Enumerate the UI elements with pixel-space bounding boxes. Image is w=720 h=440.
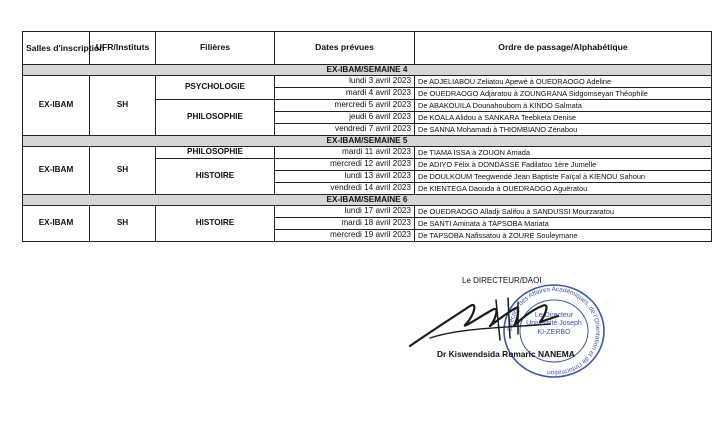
date-cell: mercredi 5 avril 2023 (275, 100, 415, 112)
order-cell: De TAPSOBA Nafissatou à ZOURE Souleymane (415, 230, 712, 242)
order-cell: De OUEDRAOGO Alladji Salifou à SANDUSSI Mourzaratou (415, 206, 712, 218)
table-row (23, 147, 712, 159)
order-cell: De ABAKOUILA Dounahoubom à KINDO Salmata (415, 100, 712, 112)
date-cell: mardi 18 avril 2023 (275, 218, 415, 230)
week-banner (23, 136, 712, 147)
schedule-document (22, 31, 711, 242)
date-cell: vendredi 7 avril 2023 (275, 124, 415, 136)
week-banner (23, 65, 712, 76)
filiere-cell: PHILOSOPHIE (156, 147, 275, 159)
schedule-table (22, 31, 712, 242)
director-title: Le DIRECTEUR/DAOI (462, 276, 542, 285)
order-cell: De ADJELIABOU Zeliatou Apewè à OUEDRAOGO Adeline (415, 76, 712, 88)
order-cell: De SANTI Aminata à TAPSOBA Mariata (415, 218, 712, 230)
filiere-cell: HISTOIRE (156, 206, 275, 242)
date-cell: vendredi 14 avril 2023 (275, 183, 415, 195)
salle-cell: EX-IBAM (23, 206, 90, 242)
date-cell: mercredi 12 avril 2023 (275, 159, 415, 171)
filiere-cell: HISTOIRE (156, 159, 275, 195)
stamp-ring-path-text: Direction des Affaires Académiques, de l'Orientation et de l'Information (506, 285, 602, 377)
salle-cell: EX-IBAM (23, 76, 90, 136)
week-label: EX-IBAM/SEMAINE 5 (23, 136, 712, 147)
week-label: EX-IBAM/SEMAINE 4 (23, 65, 712, 76)
header-ordre: Ordre de passage/Alphabétique (415, 32, 712, 65)
table-row (23, 206, 712, 218)
order-cell: De DOULKOUM Teegwendé Jean Baptiste Faïçal à KIENOU Sahoun (415, 171, 712, 183)
week-banner (23, 195, 712, 206)
date-cell: lundi 17 avril 2023 (275, 206, 415, 218)
stamp-center-text: Le Directeur Université Joseph KI-ZERBO (526, 312, 582, 336)
signer-name: Dr Kiswendsida Romaric NANEMA (437, 349, 575, 359)
ufr-cell: SH (90, 206, 156, 242)
order-cell: De SANNA Mohamadi à THIOMBIANO Zénabou (415, 124, 712, 136)
date-cell: mardi 4 avril 2023 (275, 88, 415, 100)
ufr-cell: SH (90, 147, 156, 195)
table-row (23, 76, 712, 88)
date-cell: jeudi 6 avril 2023 (275, 112, 415, 124)
order-cell: De KIENTEGA Daouda à OUEDRAOGO Aguëratou (415, 183, 712, 195)
header-ufr: UFR/Instituts (90, 32, 156, 65)
handwritten-signature (400, 288, 570, 354)
order-cell: De ADIYO Félix à DONDASSE Fadilatou 1ère Jumelle (415, 159, 712, 171)
date-cell: mercredi 19 avril 2023 (275, 230, 415, 242)
order-cell: De OUEDRAOGO Adjaratou à ZOUNGRANA Sidgomseyan Théophile (415, 88, 712, 100)
date-cell: mardi 11 avril 2023 (275, 147, 415, 159)
filiere-cell: PSYCHOLOGIE (156, 76, 275, 100)
header-dates: Dates prévues (275, 32, 415, 65)
date-cell: lundi 3 avril 2023 (275, 76, 415, 88)
salle-cell: EX-IBAM (23, 147, 90, 195)
header-salles: Salles d'inscription (23, 32, 90, 65)
header-row (23, 32, 712, 65)
header-filieres: Filières (156, 32, 275, 65)
filiere-cell: PHILOSOPHIE (156, 100, 275, 136)
ufr-cell: SH (90, 76, 156, 136)
order-cell: De KOALA Alidou à SANKARA Teebketa Denise (415, 112, 712, 124)
week-label: EX-IBAM/SEMAINE 6 (23, 195, 712, 206)
date-cell: lundi 13 avril 2023 (275, 171, 415, 183)
order-cell: De TIAMA ISSA à ZOUON Amada (415, 147, 712, 159)
